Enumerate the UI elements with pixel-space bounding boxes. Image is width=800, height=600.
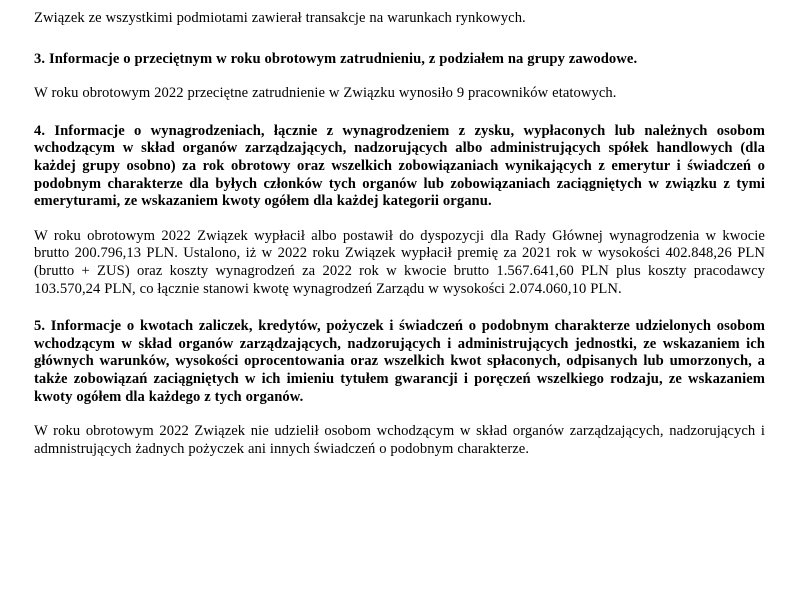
spacer bbox=[34, 103, 765, 123]
paragraph-section-4-body: W roku obrotowym 2022 Związek wypłacił albo postawił do dyspozycji dla Rady Głównej wynagrodzenia w kwocie brutto 200.796,13 PLN. Ustalono, iż w 2022 roku Związek wypłacił premię za 2021 rok w wysokości 402.848,26 PLN (brutto + ZUS) oraz koszty wynagrodzeń za 2022 rok w kwocie brutto 1.567.641,60 PLN plus koszty pracodawcy 103.570,24 PLN, co łącznie stanowi kwotę wynagrodzeń Zarządu w wysokości 2.074.060,10 PLN. bbox=[34, 227, 765, 297]
paragraph-section-5-body: W roku obrotowym 2022 Związek nie udzielił osobom wchodzącym w skład organów zarządzających, nadzorujących i admnistrujących żadnych pożyczek ani innych świadczeń o podobnym charakterze. bbox=[34, 423, 765, 457]
intro-paragraph: Związek ze wszystkimi podmiotami zawierał transakcje na warunkach rynkowych. bbox=[34, 10, 526, 26]
spacer bbox=[34, 28, 765, 51]
spacer bbox=[34, 298, 765, 318]
spacer bbox=[34, 211, 765, 228]
spacer bbox=[34, 406, 765, 423]
heading-section-3: 3. Informacje o przeciętnym w roku obrotowym zatrudnieniu, z podziałem na grupy zawodowe. bbox=[34, 50, 638, 67]
paragraph-section-3-body: W roku obrotowym 2022 przeciętne zatrudnienie w Związku wynosiło 9 pracowników etatowych. bbox=[34, 85, 617, 102]
document-text-body bbox=[34, 10, 765, 458]
heading-section-4: 4. Informacje o wynagrodzeniach, łącznie z wynagrodzeniem z zysku, wypłaconych lub należnych osobom wchodzącym w skład organów zarządzających, nadzorujących albo administrujących spółek handlowych (dla każdej grupy osobno) za rok obrotowy oraz wszelkich zobowiązaniach wynikających z emerytur i świadczeń o podobnym charakterze dla byłych członków tych organów lub zobowiązaniach zaciągniętych w związku z tymi emeryturami, ze wskazaniem kwoty ogółem dla każdej kategorii organu. bbox=[34, 122, 765, 210]
heading-section-5: 5. Informacje o kwotach zaliczek, kredytów, pożyczek i świadczeń o podobnym charakterze udzielonych osobom wchodzącym w skład organów zarządzających, nadzorujących i administrujących jednostki, ze wskazaniem ich głównych warunków, wysokości oprocentowania oraz wszelkich kwot spłaconych, odpisanych lub umorzonych, a także zobowiązań zaciągniętych w ich imieniu tytułem gwarancji i poręczeń wszelkiego rodzaju, ze wskazaniem kwoty ogółem dla każdego z tych organów. bbox=[34, 318, 765, 405]
spacer bbox=[34, 68, 765, 85]
